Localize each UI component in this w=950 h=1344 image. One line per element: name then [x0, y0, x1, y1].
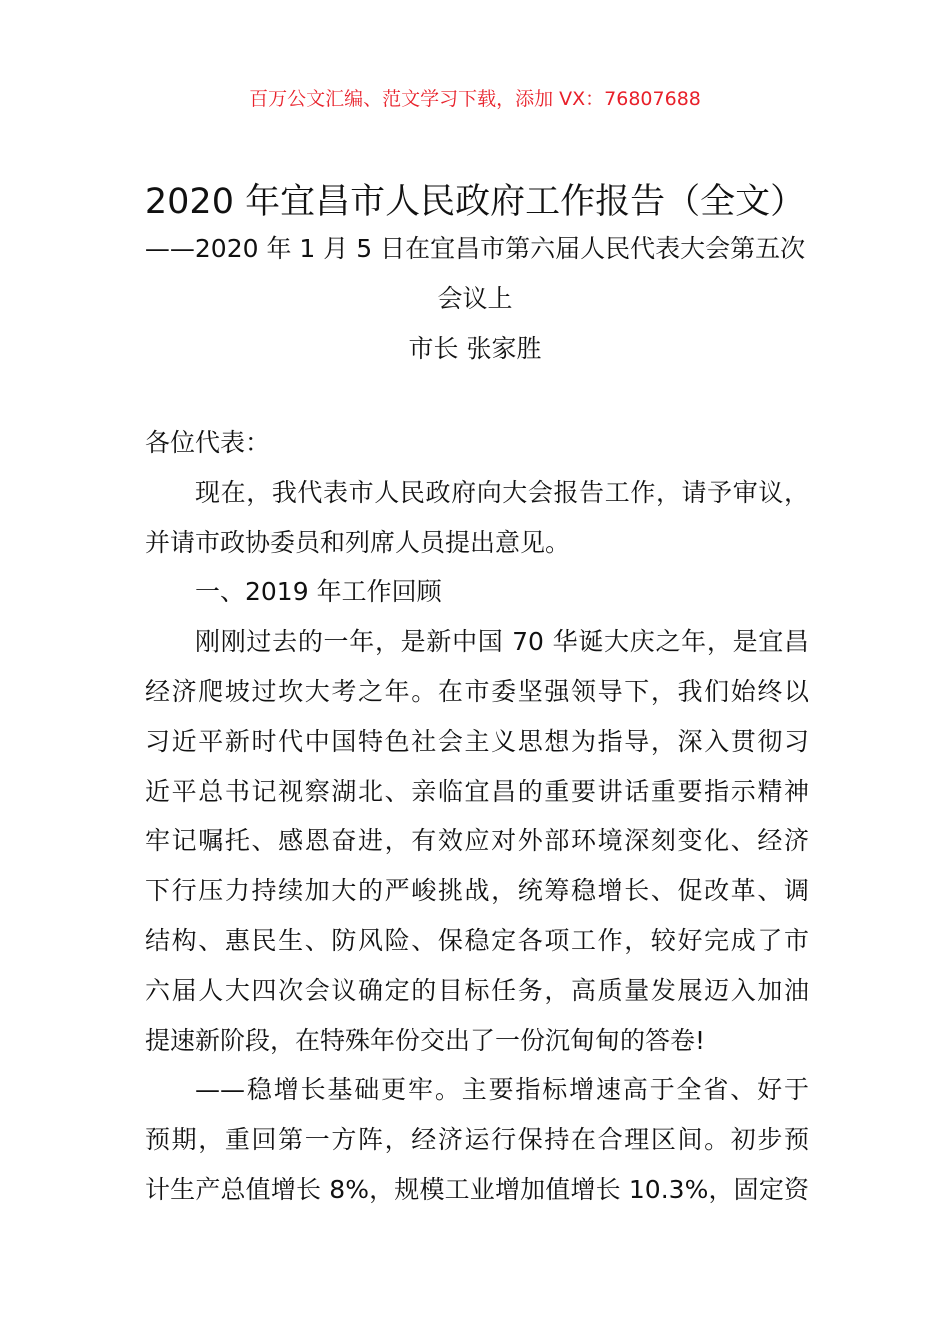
subtitle-line-2: 会议上 — [437, 284, 513, 313]
paragraph-line: 六届人大四次会议确定的目标任务，高质量发展迈入加油 — [145, 975, 809, 1005]
paragraph-line: 并请市政协委员和列席人员提出意见。 — [145, 527, 571, 557]
paragraph-line: 提速新阶段，在特殊年份交出了一份沉甸甸的答卷! — [145, 1025, 706, 1055]
paragraph-line: 下行压力持续加大的严峻挑战，统筹稳增长、促改革、调 — [145, 876, 809, 906]
paragraph-line: 近平总书记视察湖北、亲临宜昌的重要讲话重要指示精神 — [145, 776, 809, 806]
paragraph-line: 刚刚过去的一年，是新中国 70 华诞大庆之年，是宜昌 — [195, 627, 809, 657]
section-heading: 一、2019 年工作回顾 — [195, 577, 442, 607]
paragraph-line: 习近平新时代中国特色社会主义思想为指导，深入贯彻习 — [145, 726, 809, 756]
author: 市长 张家胜 — [408, 334, 542, 363]
paragraph-line: 预期，重回第一方阵，经济运行保持在合理区间。初步预 — [145, 1125, 809, 1155]
subtitle-line-1: ——2020 年 1 月 5 日在宜昌市第六届人民代表大会第五次 — [144, 234, 806, 263]
document-title: 2020 年宜昌市人民政府工作报告（全文） — [144, 182, 806, 222]
paragraph-line: 结构、惠民生、防风险、保稳定各项工作，较好完成了市 — [145, 925, 809, 955]
header-notice: 百万公文汇编、范文学习下载，添加 VX：76807688 — [249, 88, 701, 110]
document-body — [145, 418, 809, 1215]
paragraph-line: 现在，我代表市人民政府向大会报告工作，请予审议， — [195, 477, 809, 507]
paragraph-line: 牢记嘱托、感恩奋进，有效应对外部环境深刻变化、经济 — [145, 826, 809, 856]
paragraph-line: 经济爬坡过坎大考之年。在市委坚强领导下，我们始终以 — [145, 676, 809, 706]
salutation: 各位代表： — [145, 428, 271, 457]
paragraph-line: ——稳增长基础更牢。主要指标增速高于全省、好于 — [195, 1075, 809, 1105]
paragraph-line: 计生产总值增长 8%，规模工业增加值增长 10.3%，固定资 — [145, 1174, 809, 1204]
